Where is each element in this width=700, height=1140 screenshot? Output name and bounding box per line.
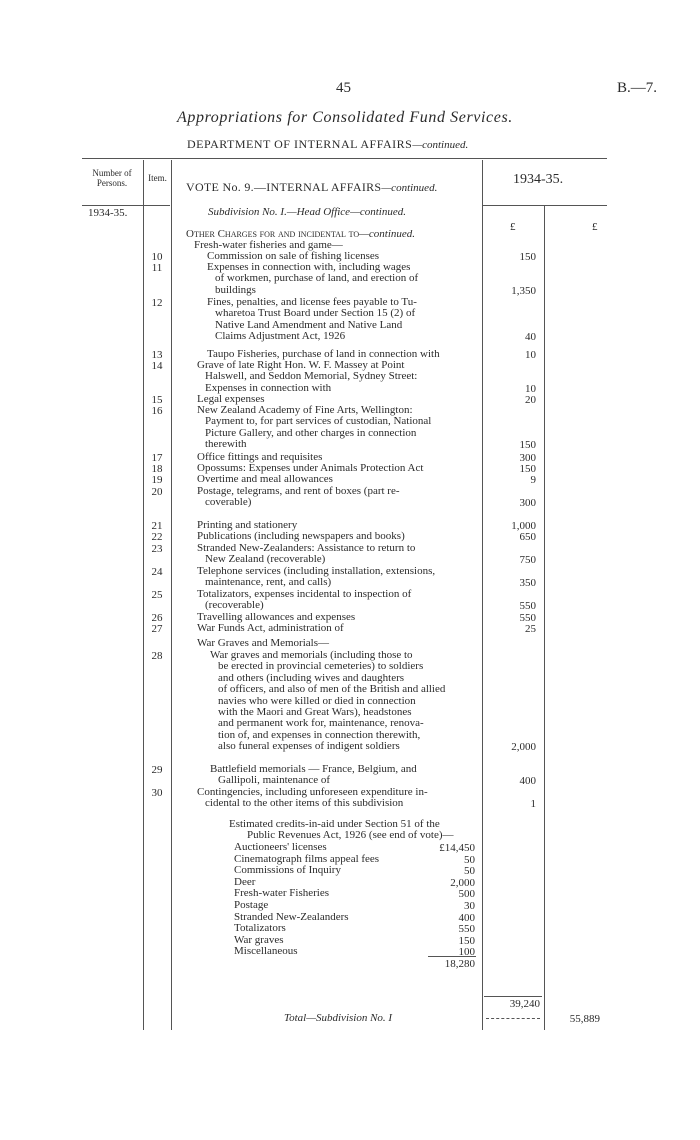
item-number: 21 [151, 520, 163, 532]
item-amount: 25 [525, 623, 536, 635]
item-description-line: Halswell, and Seddon Memorial, Sydney Street: [205, 370, 418, 383]
item-description-line: Telephone services (including installation, extensions, [197, 565, 436, 577]
item-description-line: of officers, and also of men of the British and allied [218, 683, 446, 696]
item-number: 23 [151, 543, 163, 555]
item-description-line: Office fittings and requisites [197, 451, 323, 463]
vote-title-text: VOTE No. 9.—INTERNAL AFFAIRS [186, 180, 382, 194]
item-amount: 10 [525, 349, 536, 361]
department-name: DEPARTMENT OF INTERNAL AFFAIRS [187, 137, 413, 151]
item-description-line: (recoverable) [205, 599, 264, 612]
credit-amount: 2,000 [450, 876, 475, 889]
subdivision-heading: Subdivision No. I.—Head Office—continued. [208, 206, 406, 218]
credit-label: Miscellaneous [234, 945, 298, 958]
page-number: 45 [336, 80, 351, 96]
credit-amount: 30 [464, 900, 475, 912]
freshwater-heading: Fresh-water fisheries and game— [194, 239, 343, 251]
item-description-line: New Zealand Academy of Fine Arts, Wellington: [197, 404, 413, 416]
item-description-line: Postage, telegrams, and rent of boxes (part re- [197, 485, 400, 497]
item-number: 13 [151, 349, 163, 361]
credits-heading-1: Estimated credits-in-aid under Section 51 of the [229, 818, 440, 830]
persons-header-rule [82, 205, 170, 206]
item-description-line: Fines, penalties, and license fees payable to Tu- [207, 296, 417, 308]
item-number: 16 [151, 405, 163, 417]
item-description-line: Publications (including newspapers and books) [197, 530, 405, 542]
item-description-line: Expenses in connection with [205, 381, 332, 394]
item-description-line: Claims Adjustment Act, 1926 [215, 330, 346, 343]
item-amount: 1,000 [511, 520, 536, 532]
item-amount: 20 [525, 394, 536, 406]
item-number: 27 [151, 623, 163, 635]
item-description-line: be erected in provincial cemeteries) to soldiers [218, 660, 424, 673]
item-description-line: Taupo Fisheries, purchase of land in connection with [207, 348, 440, 360]
item-amount: 750 [519, 554, 536, 567]
item-description-line: Battlefield memorials — France, Belgium, and [210, 763, 417, 775]
credits-total: 18,280 [444, 958, 475, 970]
item-description-line: Overtime and meal allowances [197, 473, 333, 485]
war-graves-heading: War Graves and Memorials— [197, 637, 329, 649]
item-description-line: New Zealand (recoverable) [205, 553, 326, 566]
credit-amount: 100 [458, 946, 475, 959]
amount-inner-divider [544, 205, 545, 1030]
credit-amount: 500 [458, 888, 475, 901]
item-description-line: Opossums: Expenses under Animals Protection Act [197, 462, 424, 474]
item-description-line: War graves and memorials (including those to [210, 649, 413, 661]
table-top-rule [82, 158, 607, 159]
item-amount: 1,350 [511, 284, 536, 297]
credit-label: War graves [234, 933, 284, 946]
credit-amount: £14,450 [439, 842, 475, 854]
item-description-line: Payment to, for part services of custodian, National [205, 415, 432, 428]
item-description-line: navies who were killed or died in connection [218, 694, 416, 707]
amount-column-divider [482, 160, 483, 1030]
credit-amount: 50 [464, 853, 475, 866]
total-dash-rule [486, 1018, 540, 1019]
item-description-line: Contingencies, including unforeseen expenditure in- [197, 786, 428, 798]
item-number: 20 [151, 486, 163, 498]
item-description-line: Printing and stationery [197, 519, 298, 531]
item-amount: 300 [519, 497, 536, 510]
item-number: 28 [151, 650, 163, 662]
credit-label: Fresh-water Fisheries [234, 887, 330, 900]
item-description-line: Gallipoli, maintenance of [218, 774, 331, 787]
item-number: 30 [151, 787, 163, 799]
item-description-line: therewith [205, 438, 247, 451]
item-number: 18 [151, 463, 163, 475]
item-number: 12 [151, 297, 163, 309]
item-amount: 2,000 [511, 741, 536, 754]
credit-amount: 400 [458, 911, 475, 924]
item-amount: 550 [519, 600, 536, 613]
year-header: 1934-35. [513, 172, 564, 187]
grand-total: 55,889 [569, 1013, 600, 1025]
item-description-line: Stranded New-Zealanders: Assistance to return to [197, 542, 416, 554]
item-description-line: maintenance, rent, and calls) [205, 576, 332, 589]
persons-year: 1934-35. [88, 207, 128, 219]
pound-sign-column-1: £ [510, 221, 516, 233]
item-amount: 9 [530, 474, 536, 486]
department-suffix: —continued. [412, 139, 469, 151]
item-number: 17 [151, 452, 163, 464]
item-number: 14 [151, 360, 163, 372]
item-description-line: Travelling allowances and expenses [197, 611, 356, 623]
item-description-line: Picture Gallery, and other charges in connection [205, 426, 417, 439]
item-number: 26 [151, 612, 163, 624]
credit-label: Commissions of Inquiry [234, 864, 341, 877]
page-title: Appropriations for Consolidated Fund Services. [177, 109, 513, 126]
credit-amount: 550 [458, 923, 475, 936]
item-number: 10 [151, 251, 163, 263]
item-amount: 150 [519, 251, 536, 263]
item-number: 24 [151, 566, 163, 578]
vote-title-suffix: —continued. [381, 182, 438, 194]
item-number: 15 [151, 394, 163, 406]
subtotal-rule [484, 996, 542, 997]
pound-sign-column-2: £ [592, 221, 598, 233]
item-number: 29 [151, 764, 163, 776]
item-description-line: cidental to the other items of this subdivision [205, 797, 404, 810]
item-description-line: coverable) [205, 496, 252, 509]
item-amount: 150 [519, 439, 536, 452]
item-description-line: with the Maori and Great Wars), headstones [218, 706, 412, 718]
item-number: 22 [151, 531, 163, 543]
item-number: 11 [151, 262, 163, 274]
item-description-line: Grave of late Right Hon. W. F. Massey at Point [197, 359, 405, 371]
other-charges-text: Other Charges for and incidental to [186, 228, 360, 240]
item-description-line: Legal expenses [197, 393, 265, 405]
credit-label: Totalizators [234, 922, 286, 935]
item-description-line: and others (including wives and daughters [218, 671, 405, 684]
credit-label: Cinematograph films appeal fees [234, 852, 380, 865]
item-header: Item. [148, 173, 167, 183]
item-number: 25 [151, 589, 163, 601]
total-label: Total—Subdivision No. I [284, 1012, 393, 1024]
item-description-line: Commission on sale of fishing licenses [207, 250, 380, 262]
item-number: 19 [151, 474, 163, 486]
item-amount: 400 [519, 775, 536, 788]
other-charges-suffix: —continued. [359, 228, 416, 240]
credit-amount: 50 [464, 865, 475, 878]
credit-label: Postage [234, 899, 269, 911]
column-sum: 39,240 [509, 998, 540, 1010]
item-description-line: War Funds Act, administration of [197, 622, 344, 634]
item-amount: 350 [519, 577, 536, 590]
credits-heading-2: Public Revenues Act, 1926 (see end of vote)— [247, 829, 454, 841]
credit-amount: 150 [458, 934, 475, 947]
credit-label: Stranded New-Zealanders [234, 910, 349, 923]
credits-total-rule [428, 956, 476, 957]
item-description-line: Totalizators, expenses incidental to inspection of [197, 588, 412, 600]
item-amount: 1 [530, 798, 536, 811]
department-heading [187, 137, 468, 152]
item-amount: 10 [525, 382, 536, 395]
item-description-line: and permanent work for, maintenance, renova- [218, 717, 424, 730]
item-amount: 650 [519, 531, 536, 543]
credit-label: Auctioneers' licenses [234, 841, 327, 853]
item-description-line: tion of, and expenses in connection therewith, [218, 728, 421, 741]
item-amount: 550 [519, 612, 536, 624]
item-description-line: Expenses in connection with, including wages [207, 261, 411, 273]
credit-label: Deer [234, 875, 256, 888]
item-description-line: Native Land Amendment and Native Land [215, 318, 403, 331]
item-amount: 300 [519, 452, 536, 464]
item-amount: 150 [519, 463, 536, 475]
page-code: B.—7. [617, 80, 658, 96]
item-description-line: buildings [215, 283, 256, 296]
item-description-line: wharetoa Trust Board under Section 15 (2) of [215, 307, 416, 320]
number-of-persons-header: Number of Persons. [92, 168, 132, 188]
item-amount: 40 [525, 331, 536, 344]
item-description-line: also funeral expenses of indigent soldiers [218, 740, 400, 753]
vote-title [186, 180, 437, 195]
item-description-line: of workmen, purchase of land, and erection of [215, 272, 419, 285]
